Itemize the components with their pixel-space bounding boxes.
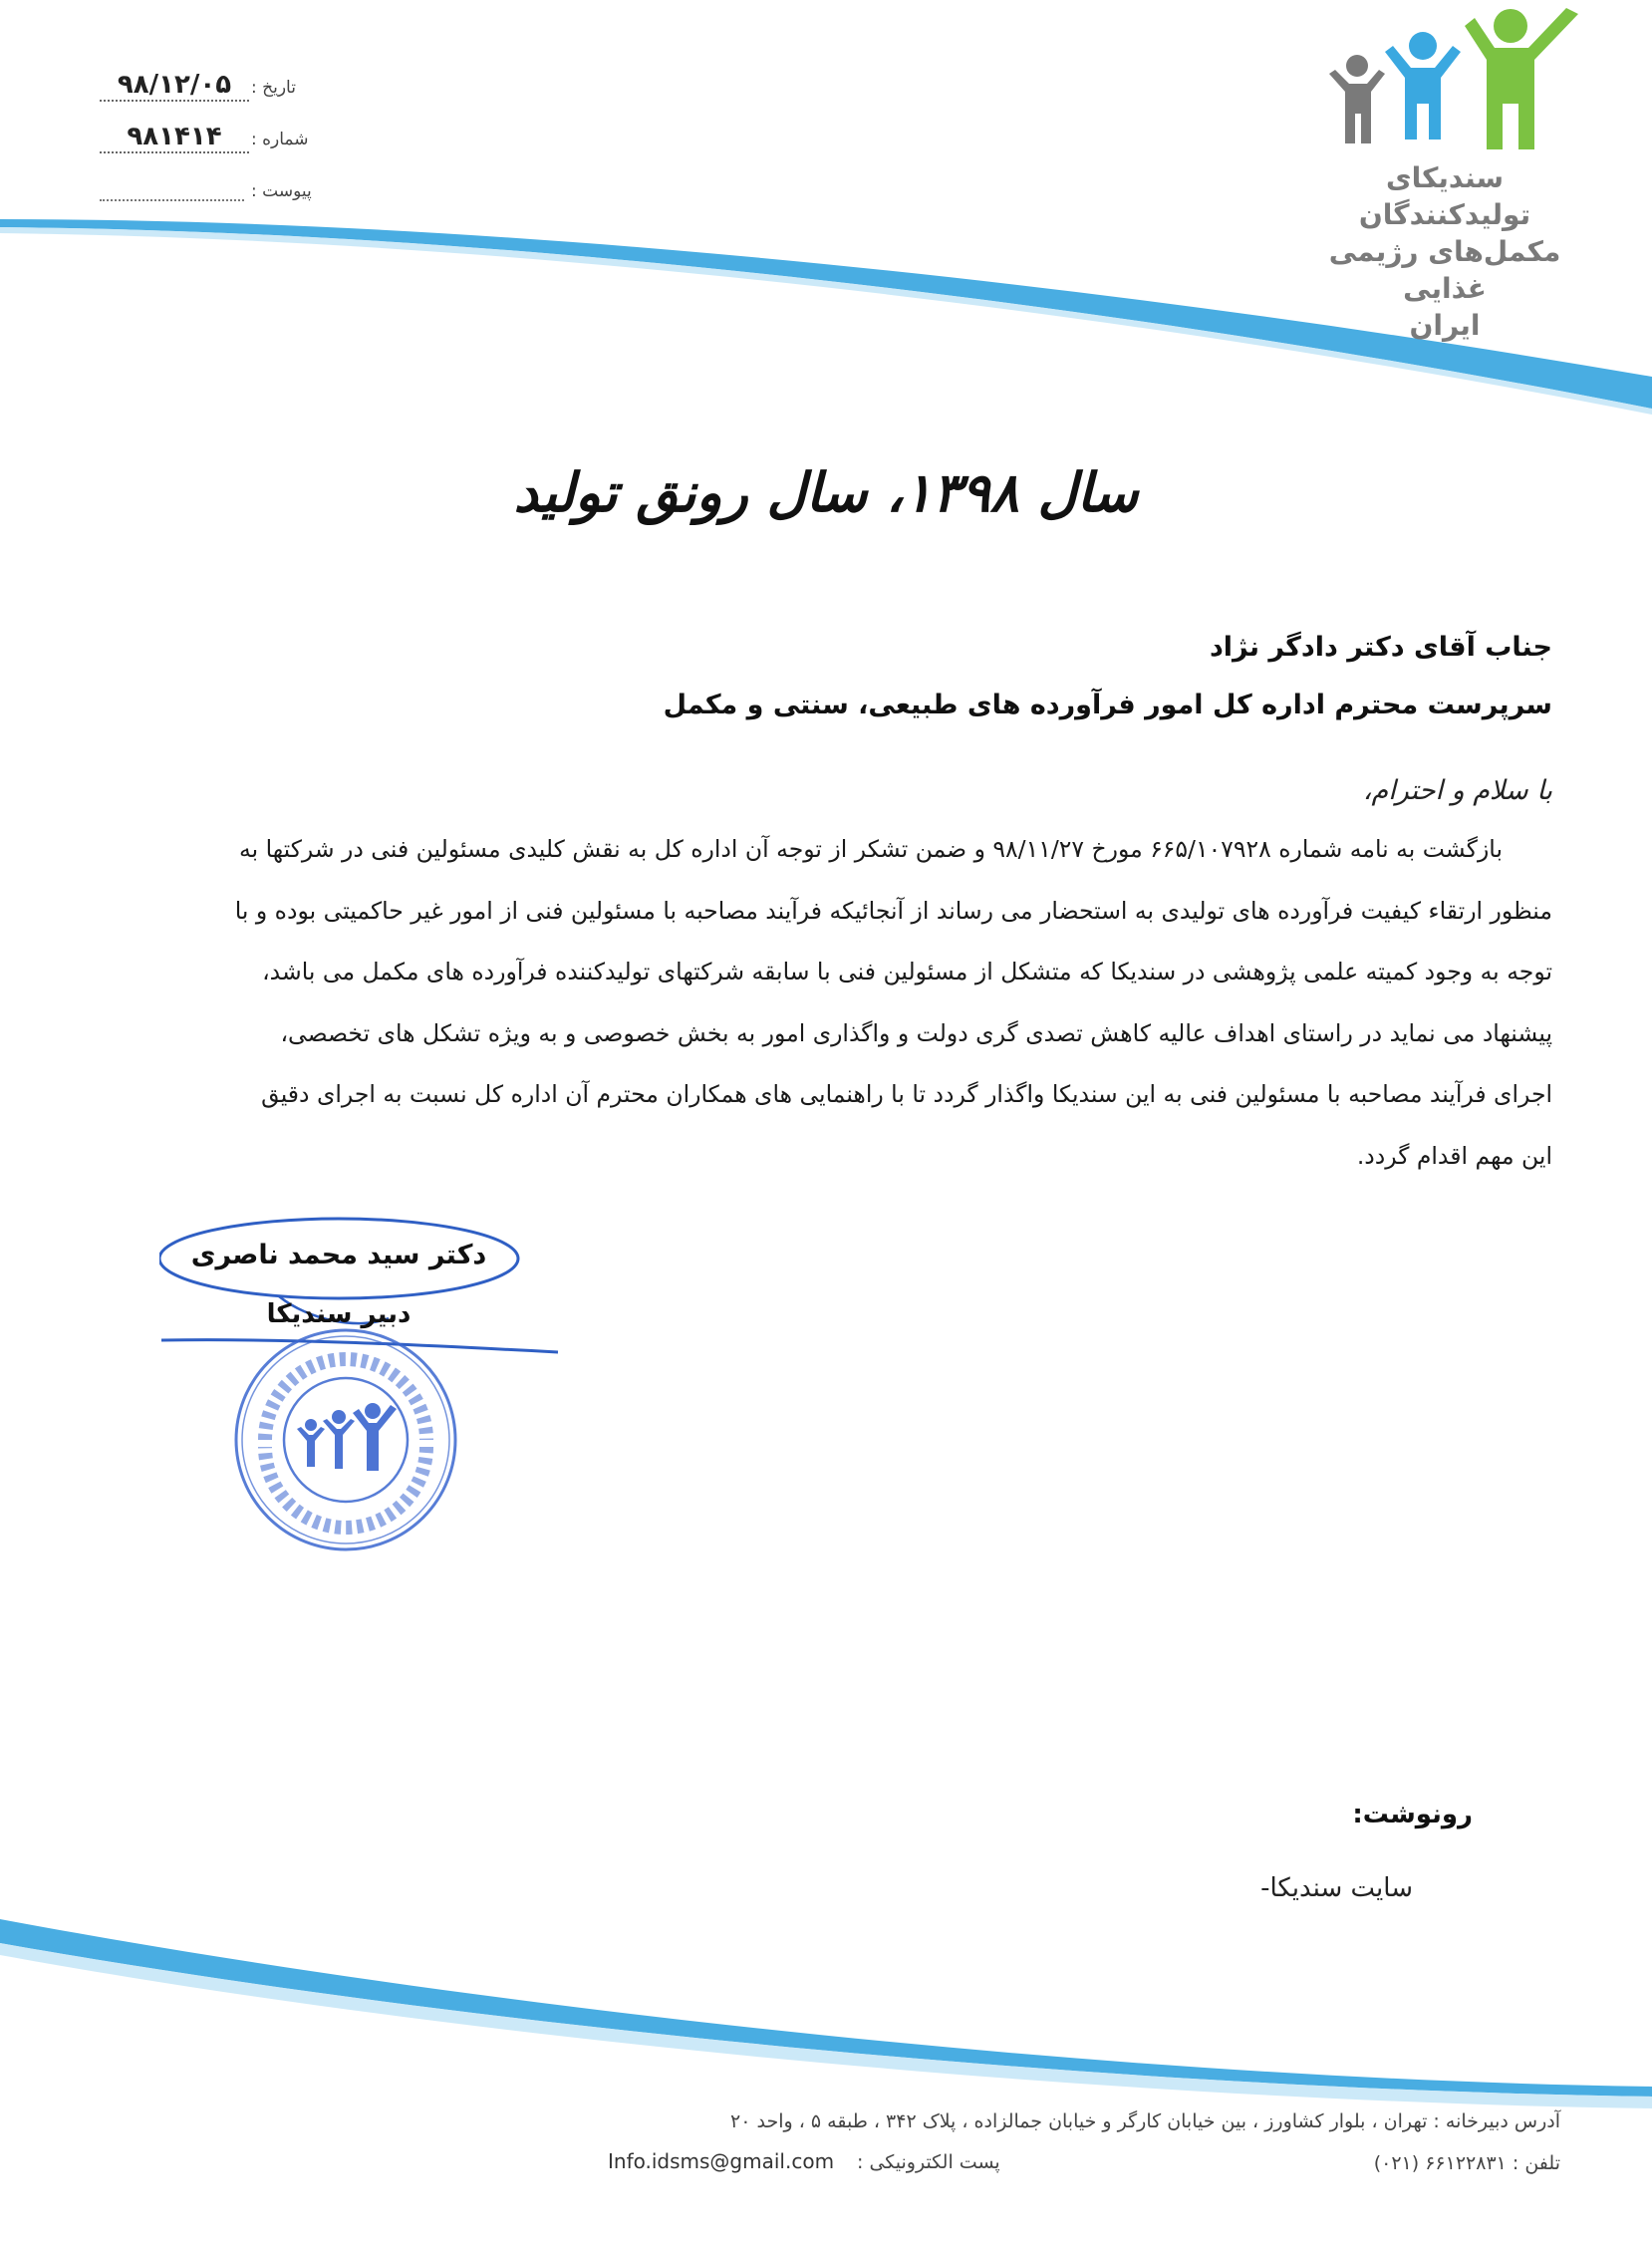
- body-line: منظور ارتقاء کیفیت فرآورده های تولیدی به استحضار می رساند از آنجائیکه فرآیند مصاحبه با مسئولین فنی از امور غیر حاکمیتی بوده و با: [234, 896, 1552, 925]
- footer-address: آدرس دبیرخانه : تهران ، بلوار کشاورز ، بین خیابان کارگر و خیابان جمالزاده ، پلاک ۳۴۲ ، طبقه ۵ ، واحد ۲۰: [730, 2110, 1560, 2132]
- date-row: [100, 64, 339, 116]
- body-line: پیشنهاد می نماید در راستای اهداف عالیه کاهش تصدی گری دولت و واگذاری امور به بخش خصوصی و به ویژه تشکل های تخصصی،: [280, 1018, 1552, 1047]
- body-line: بازگشت به نامه شماره ۶۶۵/۱۰۷۹۲۸ مورخ ۹۸/۱۱/۲۷ و ضمن تشکر از توجه آن اداره کل به نقش کلیدی مسئولین فنی در شرکتها به: [239, 835, 1503, 863]
- number-value: ۹۸۱۴۱۴: [100, 122, 249, 153]
- people-logo-icon: [1315, 8, 1584, 157]
- footer-email-label: پست الکترونیکی :: [857, 2151, 1000, 2173]
- org-logo: [1295, 8, 1594, 342]
- official-stamp-icon: [231, 1325, 460, 1554]
- attachment-label: پیوست :: [251, 181, 312, 201]
- cc-dash: -: [1260, 1873, 1270, 1903]
- cc-item: [1014, 1873, 1413, 1903]
- year-slogan: سال ۱۳۹۸، سال رونق تولید: [513, 460, 1139, 524]
- footer-email: Info.idsms@gmail.com: [608, 2149, 835, 2173]
- org-name-line3: ایران: [1409, 309, 1481, 342]
- org-name: [1295, 159, 1594, 344]
- number-row: [100, 116, 339, 167]
- body-line: این مهم اقدام گردد.: [1356, 1141, 1552, 1170]
- org-name-line2: مکمل‌های رژیمی غذایی: [1328, 235, 1561, 305]
- recipient-name: جناب آقای دکتر دادگر نژاد: [1209, 632, 1552, 663]
- greeting: با سلام و احترام،: [1362, 775, 1552, 806]
- letter-body: [96, 819, 1552, 1187]
- date-label: تاریخ :: [251, 78, 296, 98]
- letter-meta: [100, 64, 339, 219]
- body-line: اجرای فرآیند مصاحبه با مسئولین فنی به این سندیکا واگذار گردد تا با راهنمایی های همکاران محترم آن اداره کل نسبت به اجرای دقیق: [261, 1080, 1552, 1108]
- signer-title: دبیر سندیکا: [266, 1299, 412, 1329]
- signer-name: دکتر سید محمد ناصری: [190, 1240, 487, 1270]
- date-value: ۹۸/۱۲/۰۵: [100, 70, 249, 102]
- attachment-value-line: [100, 199, 244, 201]
- number-label: شماره :: [251, 130, 309, 149]
- org-name-line1: سندیکای تولیدکنندگان: [1358, 161, 1531, 231]
- cc-item-label: سایت سندیکا: [1269, 1873, 1413, 1903]
- recipient-position: سرپرست محترم اداره کل امور فرآورده های طبیعی، سنتی و مکمل: [663, 690, 1552, 720]
- footer-phone: تلفن : ۶۶۱۲۲۸۳۱ (۰۲۱): [1373, 2152, 1560, 2174]
- attachment-row: [100, 167, 339, 219]
- body-line: توجه به وجود کمیته علمی پژوهشی در سندیکا که متشکل از مسئولین فنی با سابقه شرکتهای تولیدکننده فرآورده های مکمل می باشد،: [262, 958, 1552, 985]
- cc-title: رونوشت:: [1352, 1800, 1473, 1829]
